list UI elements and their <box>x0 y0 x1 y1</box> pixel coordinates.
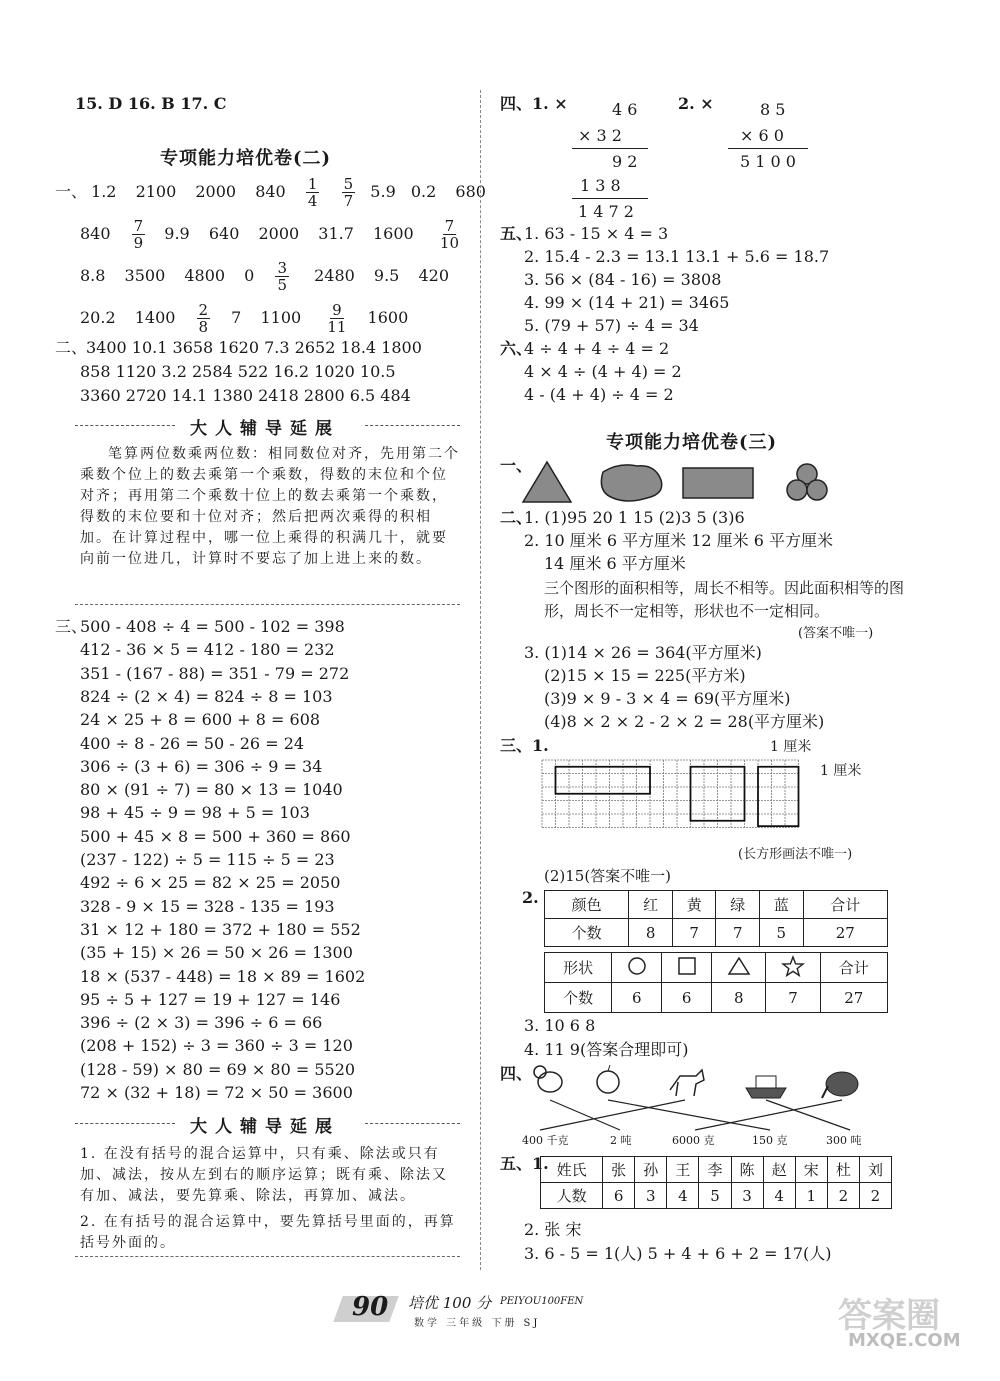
drawn-rectangle <box>556 767 651 794</box>
s2-row: 3360 2720 14.1 1380 2418 2800 6.5 484 <box>80 386 411 405</box>
matching-diagram <box>520 1060 890 1135</box>
s6-line: 4 ÷ 4 + 4 ÷ 4 = 2 <box>524 339 670 358</box>
s3-line: 72 × (32 + 18) = 72 × 50 = 3600 <box>80 1083 353 1102</box>
s3-line: 24 × 25 + 8 = 600 + 8 = 608 <box>80 710 321 730</box>
s5-line: 4. 99 × (14 + 21) = 3465 <box>524 293 730 312</box>
s1-row2: 840 $\frac{7}{9}$ 9.9 640 2000 31.7 1600 $\frac{7}{10}$ <box>80 217 459 252</box>
section-title-2: 专项能力培优卷(二) <box>160 148 332 169</box>
r2-line: 3. (1)14 × 26 = 364(平方厘米) <box>524 643 762 662</box>
s1-row4: 20.2 1400 $\frac{2}{8}$ 7 1100 $\frac{9}{11}$ 1600 <box>80 301 409 336</box>
s3-line: (128 - 59) × 80 = 69 × 80 = 5520 <box>80 1059 356 1079</box>
grid-unit-h: 1 厘米 <box>770 739 812 755</box>
color-table: 颜色 红 黄 绿 蓝 合计 个数 8 7 7 5 27 <box>544 890 888 947</box>
shapes-row <box>515 456 835 506</box>
s5-line: 1. 63 - 15 × 4 = 3 <box>524 224 669 243</box>
s3-line: 80 × (91 ÷ 7) = 80 × 13 = 1040 <box>80 780 343 800</box>
s3-line: 824 ÷ (2 × 4) = 824 ÷ 8 = 103 <box>80 686 333 706</box>
r3-4: 4. 11 9(答案合理即可) <box>524 1040 689 1059</box>
rectangle-shape <box>683 468 753 498</box>
book-subtitle: 数学 三年级 下册 SJ <box>414 1318 541 1329</box>
drawn-rectangle <box>758 767 799 826</box>
s3-line: 396 ÷ (2 × 3) = 396 ÷ 6 = 66 <box>80 1013 323 1033</box>
surname-table: 姓氏 张 孙 王 李 陈 赵 宋 杜 刘 人数 6 3 4 5 3 4 1 2 2 <box>540 1156 892 1209</box>
watermark-logo: 答案圈 <box>838 1296 940 1336</box>
star-icon <box>781 955 805 977</box>
r3-1b: (2)15(答案不唯一) <box>544 867 672 885</box>
watermark-url: MXQE.COM <box>848 1330 961 1351</box>
mult1-line: 1 3 8 <box>580 176 621 195</box>
grid-note: (长方形画法不唯一) <box>738 847 853 862</box>
blob-shape <box>601 465 661 501</box>
r1-label: 一、 <box>500 456 533 475</box>
weight-label: 6000 克 <box>672 1134 715 1147</box>
tutor-banner: 大人辅导延展 <box>75 414 460 438</box>
s6-line: 4 - (4 + 4) ÷ 4 = 2 <box>524 385 674 404</box>
s2-label: 二、 <box>55 338 88 357</box>
s3-line: (208 + 152) ÷ 3 = 360 ÷ 3 = 120 <box>80 1036 353 1056</box>
weight-label: 150 克 <box>752 1134 788 1147</box>
tip-divider <box>75 604 460 605</box>
s3-line: 400 ÷ 8 - 26 = 50 - 26 = 24 <box>80 733 305 753</box>
s3-line: (237 - 122) ÷ 5 = 115 ÷ 5 = 23 <box>80 850 335 869</box>
s1-row1: 一、 1.2 2100 2000 840 $\frac{1}{4}$ $\frac{5}{7}$ 5.9 0.2 680 <box>55 175 486 210</box>
weight-label: 300 吨 <box>826 1134 862 1147</box>
mult1-line: 1 4 7 2 <box>578 202 634 221</box>
s6-label: 六、 <box>500 339 533 358</box>
triangle-icon <box>727 955 751 977</box>
mult1-line: 4 6 <box>612 100 638 119</box>
triangle-shape <box>523 462 571 502</box>
s3-line: 31 × 12 + 180 = 372 + 180 = 552 <box>80 919 361 939</box>
fraction: $\frac{9}{11}$ <box>327 301 347 336</box>
mult1-line: × 3 2 <box>578 126 622 145</box>
s5-line: 2. 15.4 - 2.3 = 13.1 13.1 + 5.6 = 18.7 <box>524 247 830 266</box>
s3-line: 306 ÷ (3 + 6) = 306 ÷ 9 = 34 <box>80 756 323 776</box>
s3-line: 98 + 45 ÷ 9 = 98 + 5 = 103 <box>80 803 310 823</box>
rule <box>572 148 648 149</box>
s3-line: 95 ÷ 5 + 127 = 19 + 127 = 146 <box>80 989 341 1009</box>
r2-line: 1. (1)95 20 1 15 (2)3 5 (3)6 <box>524 508 745 527</box>
s3-line: 412 - 36 × 5 = 412 - 180 = 232 <box>80 640 335 660</box>
r2-line: (4)8 × 2 × 2 - 2 × 2 = 28(平方厘米) <box>544 712 825 731</box>
r5-label: 五、1. <box>500 1154 549 1173</box>
rule <box>728 148 808 149</box>
tutor-banner: 大人辅导延展 <box>75 1112 460 1136</box>
circle-icon <box>626 955 648 977</box>
tutor-tip: 笔算两位数乘两位数：相同数位对齐，先用第二个乘数个位上的数去乘第一个乘数，得数的末位和个位对齐；再用第二个乘数十位上的数去乘第一个乘数，得数的末位要和十位对齐；然后把两次乘得的积相加。在计算过程中，哪一位上乘得的积满几十，就要向前一位进几，计算时不要忘了加上进上来的数。 <box>80 446 460 567</box>
s3-line: 492 ÷ 6 × 25 = 82 × 25 = 2050 <box>80 873 341 893</box>
tutor-tip: 1. 在没有括号的混合运算中，只有乘、除法或只有加、减法，按从左到右的顺序运算；既有乘、除法又有加、减法，要先算乘、除法，再算加、减法。 <box>80 1146 448 1204</box>
r2-note: (答案不唯一) <box>798 626 874 641</box>
fraction: $\frac{1}{4}$ <box>307 175 318 210</box>
s3-line: (35 + 15) × 26 = 50 × 26 = 1300 <box>80 943 353 963</box>
tutor-tip: 2. 在有括号的混合运算中，要先算括号里面的，再算括号外面的。 <box>80 1214 456 1251</box>
horse-icon <box>670 1070 704 1096</box>
s1-row3: 8.8 3500 4800 0 $\frac{3}{5}$ 2480 9.5 420 <box>80 259 449 294</box>
r2-label: 二、 <box>500 508 533 527</box>
top-answers: 15. D 16. B 17. C <box>75 94 227 113</box>
shape-table: 形状 合计 个数 6 6 8 7 27 <box>544 952 888 1013</box>
s2-row: 858 1120 3.2 2584 522 16.2 1020 10.5 <box>80 362 396 381</box>
fraction: $\frac{2}{8}$ <box>198 301 209 336</box>
mult2-line: × 6 0 <box>740 126 784 145</box>
book-latin: PEIYOU100FEN <box>500 1296 584 1307</box>
s5-line: 3. 56 × (84 - 16) = 3808 <box>524 270 722 289</box>
dog-icon <box>534 1066 562 1092</box>
fraction: $\frac{7}{10}$ <box>439 217 459 252</box>
elephant-icon <box>822 1072 858 1098</box>
tip-divider <box>75 1256 460 1257</box>
mult2-line: 8 5 <box>760 100 786 119</box>
s3-label: 三、 <box>55 617 88 636</box>
r2-line: (3)9 × 9 - 3 × 4 = 69(平方厘米) <box>544 689 791 708</box>
fraction: $\frac{5}{7}$ <box>343 175 354 210</box>
s2-row: 3400 10.1 3658 1620 7.3 2652 18.4 1800 <box>86 338 422 357</box>
section-title-3: 专项能力培优卷(三) <box>606 432 778 453</box>
column-divider <box>480 90 481 1270</box>
s3-line: 500 - 408 ÷ 4 = 500 - 102 = 398 <box>80 617 345 636</box>
mult2-line: 5 1 0 0 <box>740 152 796 171</box>
r2-line: 14 厘米 6 平方厘米 <box>544 554 686 573</box>
weight-label: 400 千克 <box>522 1134 569 1147</box>
r5-3: 3. 6 - 5 = 1(人) 5 + 4 + 6 + 2 = 17(人) <box>524 1244 832 1263</box>
mult1-line: 9 2 <box>612 152 638 171</box>
s3-line: 328 - 9 × 15 = 328 - 135 = 193 <box>80 896 335 916</box>
book-title: 培优 100 分 <box>408 1294 492 1312</box>
s5-label: 五、 <box>500 224 533 243</box>
s3-line: 500 + 45 × 8 = 500 + 360 = 860 <box>80 826 351 846</box>
r4-label: 四、 <box>500 1064 533 1083</box>
fraction: $\frac{7}{9}$ <box>133 217 144 252</box>
r3-2: 2. <box>522 888 539 907</box>
s3-line: 351 - (167 - 88) = 351 - 79 = 272 <box>80 663 350 683</box>
r2-line: 2. 10 厘米 6 平方厘米 12 厘米 6 平方厘米 <box>524 531 834 550</box>
grid-unit-v: 1 厘米 <box>820 763 862 779</box>
s3-line: 18 × (537 - 448) = 18 × 89 = 1602 <box>80 966 366 986</box>
fraction: $\frac{3}{5}$ <box>277 259 287 294</box>
s5-line: 5. (79 + 57) ÷ 4 = 34 <box>524 316 699 335</box>
r2-line: (2)15 × 15 = 225(平方米) <box>544 666 746 685</box>
rule <box>572 198 648 199</box>
square-grid <box>540 758 820 840</box>
weight-label: 2 吨 <box>610 1134 632 1147</box>
r5-2: 2. 张 宋 <box>524 1220 582 1239</box>
page-number: 90 <box>352 1292 389 1322</box>
r2-explain: 三个图形的面积相等，周长不相等。因此面积相等的图形，周长不一定相等，形状也不一定相同。 <box>544 579 905 620</box>
apple-icon <box>597 1065 619 1093</box>
r3-label: 三、1. <box>500 736 549 755</box>
ship-icon <box>746 1076 786 1098</box>
s6-line: 4 × 4 ÷ (4 + 4) = 2 <box>524 362 682 381</box>
r3-3: 3. 10 6 8 <box>524 1016 596 1035</box>
s4-2: 2. × <box>678 94 714 113</box>
square-icon <box>676 955 698 977</box>
s4-label: 四、1. × <box>500 94 568 113</box>
